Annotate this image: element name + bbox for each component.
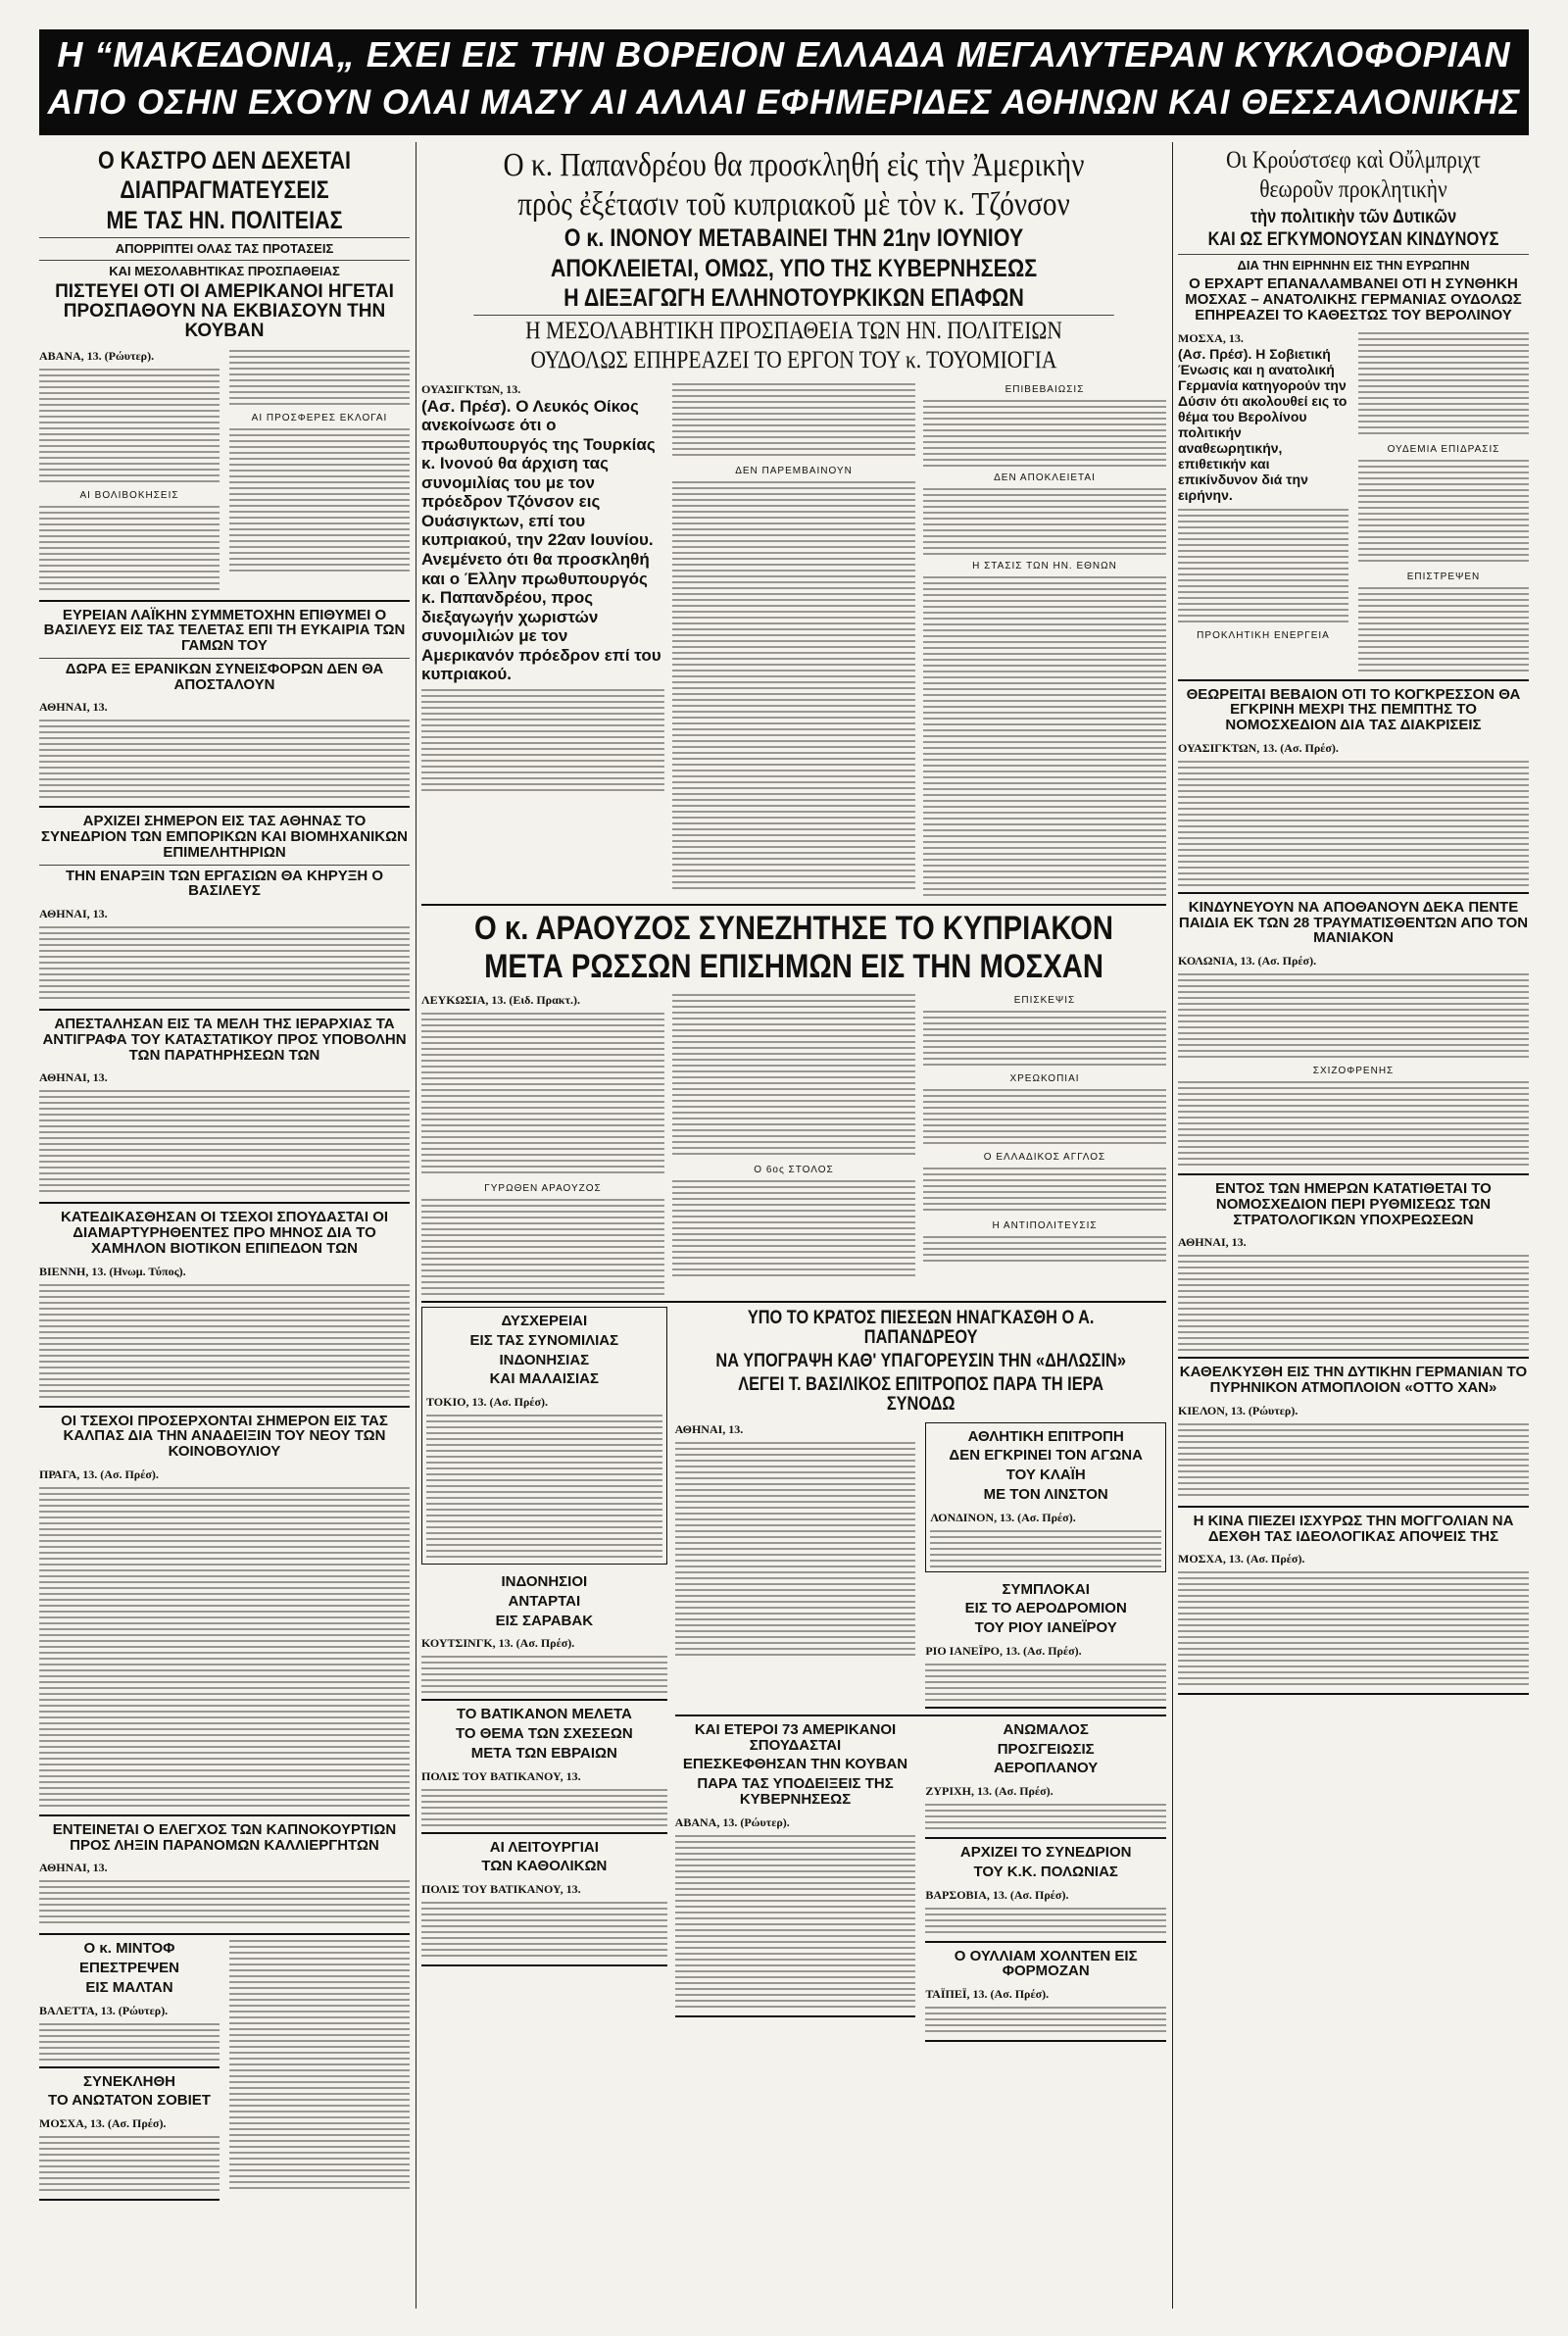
dateline: ΚΟΥΤΣΙΝΓΚ, 13. (Ασ. Πρέσ). bbox=[421, 1636, 575, 1651]
headline: ΕΙΣ ΜΑΛΤΑΝ bbox=[85, 1978, 173, 1996]
headline: ΕΙΣ ΤΑΣ ΣΥΝΟΜΙΛΙΑΣ bbox=[469, 1331, 619, 1349]
headline: ΤΟ ΑΝΩΤΑΤΟΝ ΣΟΒΙΕΤ bbox=[48, 2092, 211, 2110]
body-text bbox=[672, 479, 915, 891]
section-label: ΑΙ ΠΡΟΣΦΕΡΕΣ ΕΚΛΟΓΑΙ bbox=[251, 412, 388, 423]
dateline: ΛΟΝΔΙΝΟΝ, 13. (Ασ. Πρέσ). bbox=[930, 1510, 1076, 1524]
body-text bbox=[1358, 585, 1529, 673]
left-column bbox=[39, 142, 410, 2201]
headline: ΤΟΥ ΡΙΟΥ ΙΑΝΕΪΡΟΥ bbox=[974, 1619, 1117, 1637]
body-text bbox=[39, 1878, 410, 1927]
headline: ΑΡΧΙΖΕΙ ΣΗΜΕΡΟΝ ΕΙΣ ΤΑΣ ΑΘΗΝΑΣ ΤΟ ΣΥΝΕΔΡΙΟΝ ΤΩΝ ΕΜΠΟΡΙΚΩΝ ΚΑΙ ΒΙΟΜΗΧΑΝΙΚΩΝ ΕΠΙΜΕΛΗΤΗΡΙΩΝ bbox=[41, 813, 408, 861]
headline: ΚΑΙ ΜΑΛΑΙΣΙΑΣ bbox=[489, 1370, 599, 1388]
headline: ΕΙΣ ΣΑΡΑΒΑΚ bbox=[495, 1612, 594, 1629]
dateline: ΠΟΛΙΣ ΤΟΥ ΒΑΤΙΚΑΝΟΥ, 13. bbox=[421, 1768, 581, 1783]
article-military-service bbox=[1178, 1175, 1529, 1359]
subheadline: ΔΙΑ ΤΗΝ ΕΙΡΗΝΗΝ ΕΙΣ ΤΗΝ ΕΥΡΩΠΗΝ bbox=[1178, 254, 1529, 273]
banner-line-1: Η “ΜΑΚΕΔΟΝΙΑ„ ΕΧΕΙ ΕΙΣ ΤΗΝ ΒΟΡΕΙΟΝ ΕΛΛΑΔΑ ΜΕΓΑΛΥΤΕΡΑΝ ΚΥΚΛΟΦΟΡΙΑΝ bbox=[57, 34, 1511, 75]
masthead-banner bbox=[39, 29, 1529, 135]
section-label: ΓΥΡΩΘΕΝ ΑΡΑΟΥΖΟΣ bbox=[484, 1183, 602, 1194]
dateline: ΜΟΣΧΑ, 13. (Ασ. Πρέσ). bbox=[1178, 1552, 1305, 1566]
headline: ΠΑΡΑ ΤΑΣ ΥΠΟΔΕΙΞΕΙΣ ΤΗΣ ΚΥΒΕΡΝΗΣΕΩΣ bbox=[697, 1775, 894, 1808]
headline: ΔΕΝ ΕΓΚΡΙΝΕΙ ΤΟΝ ΑΓΩΝΑ bbox=[949, 1447, 1143, 1465]
body-text bbox=[421, 1654, 667, 1693]
article-pressures bbox=[675, 1303, 1166, 1716]
headline: ΚΑΘΕΛΚΥΣΘΗ ΕΙΣ ΤΗΝ ΔΥΤΙΚΗΝ ΓΕΡΜΑΝΙΑΝ ΤΟ ΠΥΡΗΝΙΚΟΝ ΑΤΜΟΠΛΟΙΟΝ «ΟΤΤΟ ΧΑΝ» bbox=[1179, 1364, 1528, 1397]
section-label: ΑΙ ΒΟΛΙΒΟΚΗΣΕΙΣ bbox=[79, 489, 179, 501]
body-text bbox=[1178, 1421, 1529, 1500]
article-cuba-students bbox=[675, 1716, 916, 2017]
body-text bbox=[39, 2134, 220, 2193]
subheadline: ΚΑΙ ΜΕΣΟΛΑΒΗΤΙΚΑΣ ΠΡΟΣΠΑΘΕΙΑΣ bbox=[39, 260, 410, 278]
headline: ΛΕΓΕΙ Τ. ΒΑΣΙΛΙΚΟΣ ΕΠΙΤΡΟΠΟΣ ΠΑΡΑ ΤΗ ΙΕΡΑ ΣΥΝΟΔΩ bbox=[737, 1373, 1103, 1415]
dateline: ΜΟΣΧΑ, 13. bbox=[1178, 330, 1244, 345]
body-text bbox=[229, 426, 410, 573]
section-label: ΧΡΕΩΚΟΠΙΑΙ bbox=[1009, 1073, 1080, 1084]
headline: ΠΡΟΣΓΕΙΩΣΙΣ bbox=[997, 1740, 1095, 1758]
dateline: ΚΟΛΩΝΙΑ, 13. (Ασ. Πρέσ). bbox=[1178, 954, 1317, 969]
headline: ΥΠΟ ΤΟ ΚΡΑΤΟΣ ΠΙΕΣΕΩΝ ΗΝΑΓΚΑΣΘΗ Ο Α. ΠΑΠΑΝΔΡΕΟΥ bbox=[747, 1308, 1095, 1348]
headline: ΙΝΔΟΝΗΣΙΟΙ bbox=[501, 1573, 588, 1590]
article-czech-elections bbox=[39, 1408, 410, 1816]
article-congress bbox=[1178, 681, 1529, 894]
body-text bbox=[39, 1485, 410, 1809]
body-text bbox=[39, 924, 410, 1003]
article-tobacco bbox=[39, 1816, 410, 1936]
body-text bbox=[39, 718, 410, 800]
dateline: ΟΥΑΣΙΓΚΤΩΝ, 13. bbox=[421, 381, 521, 396]
article-poland bbox=[925, 1839, 1166, 1943]
headline: ΑΝΩΜΑΛΟΣ bbox=[1003, 1720, 1089, 1738]
headline: ΜΕ ΤΑΣ ΗΝ. ΠΟΛΙΤΕΙΑΣ bbox=[106, 206, 343, 234]
section-label: Ο ΕΛΛΑΔΙΚΟΣ ΑΓΓΛΟΣ bbox=[983, 1152, 1106, 1163]
subheadline: ΔΩΡΑ ΕΞ ΕΡΑΝΙΚΩΝ ΣΥΝΕΙΣΦΟΡΩΝ ΔΕΝ ΘΑ ΑΠΟΣΤΑΛΟΥΝ bbox=[39, 658, 410, 693]
center-column bbox=[421, 142, 1166, 2042]
headline: Η ΚΙΝΑ ΠΙΕΖΕΙ ΙΣΧΥΡΩΣ ΤΗΝ ΜΟΓΓΟΛΙΑΝ ΝΑ ΔΕΧΘΗ ΤΑΣ ΙΔΕΟΛΟΓΙΚΑΣ ΑΠΟΨΕΙΣ ΤΗΣ bbox=[1193, 1512, 1514, 1545]
main-headline: πρὸς ἐξέτασιν τοῦ κυπριακοῦ μὲ τὸν κ. Τζόνσον bbox=[517, 185, 1070, 223]
body-text bbox=[1178, 971, 1529, 1060]
dateline: ΟΥΑΣΙΓΚΤΩΝ, 13. (Ασ. Πρέσ). bbox=[1178, 740, 1339, 755]
headline: ΣΥΝΕΚΛΗΘΗ bbox=[82, 2072, 175, 2090]
deck: Ο ΕΡΧΑΡΤ ΕΠΑΝΑΛΑΜΒΑΝΕΙ ΟΤΙ Η ΣΥΝΘΗΚΗ ΜΟΣΧΑΣ – ΑΝΑΤΟΛΙΚΗΣ ΓΕΡΜΑΝΙΑΣ ΟΥΔΟΛΩΣ ΕΠΗΡΕΑΖΕΙ ΤΟ ΚΑΘΕΣΤΩΣ ΤΟΥ ΒΕΡΟΛΙΝΟΥ bbox=[1185, 275, 1522, 323]
dateline: ΠΟΛΙΣ ΤΟΥ ΒΑΤΙΚΑΝΟΥ, 13. bbox=[421, 1882, 581, 1896]
text-columns bbox=[675, 1418, 1166, 1709]
headline: τὴν πολιτικὴν τῶν Δυτικῶν bbox=[1250, 206, 1457, 227]
body-text bbox=[675, 1440, 916, 1656]
dateline: ΑΘΗΝΑΙ, 13. bbox=[39, 907, 108, 921]
headline: ΤΩΝ ΚΑΘΟΛΙΚΩΝ bbox=[481, 1858, 608, 1875]
dateline: ΑΒΑΝΑ, 13. (Ρώυτερ). bbox=[674, 1814, 790, 1829]
headline: ΑΡΧΙΖΕΙ ΤΟ ΣΥΝΕΔΡΙΟΝ bbox=[959, 1844, 1132, 1862]
headline: ΚΑΙ ΩΣ ΕΓΚΥΜΟΝΟΥΣΑΝ ΚΙΝΔΥΝΟΥΣ bbox=[1207, 229, 1499, 251]
body-text bbox=[39, 367, 220, 484]
dateline: ΒΑΛΕΤΤΑ, 13. (Ρώυτερ). bbox=[39, 2003, 169, 2017]
dateline: ΑΘΗΝΑΙ, 13. bbox=[39, 1861, 108, 1875]
body-text bbox=[229, 1938, 410, 2193]
body-text bbox=[1178, 759, 1529, 886]
article-plane bbox=[925, 1716, 1166, 1839]
article-castro bbox=[39, 142, 410, 602]
headline: ΔΥΣΧΕΡΕΙΑΙ bbox=[501, 1313, 588, 1329]
dateline: ΑΘΗΝΑΙ, 13. bbox=[39, 700, 108, 715]
body-text bbox=[1178, 507, 1348, 624]
subheadline: ΤΗΝ ΕΝΑΡΞΙΝ ΤΩΝ ΕΡΓΑΣΙΩΝ ΘΑ ΚΗΡΥΞΗ Ο ΒΑΣΙΛΕΥΣ bbox=[39, 865, 410, 900]
headline: ΔΙΑΠΡΑΓΜΑΤΕΥΣΕΙΣ bbox=[120, 176, 329, 205]
headline: ΑΝΤΑΡΤΑΙ bbox=[508, 1592, 581, 1610]
headline: ΜΕΤΑ ΤΩΝ ΕΒΡΑΙΩΝ bbox=[470, 1744, 617, 1762]
deck: Η ΔΙΕΞΑΓΩΓΗ ΕΛΛΗΝΟΤΟΥΡΚΙΚΩΝ ΕΠΑΦΩΝ bbox=[564, 283, 1024, 312]
article-maniac bbox=[1178, 894, 1529, 1175]
headline: Ο κ. ΑΡΑΟΥΖΟΣ ΣΥΝΕΖΗΤΗΣΕ ΤΟ ΚΥΠΡΙΑΚΟΝ bbox=[474, 909, 1113, 947]
section-label: ΕΠΙΣΚΕΨΙΣ bbox=[1013, 995, 1076, 1006]
dateline: ΜΟΣΧΑ, 13. (Ασ. Πρέσ). bbox=[39, 2116, 167, 2131]
body-text bbox=[1178, 1569, 1529, 1687]
body-text bbox=[421, 687, 664, 795]
text-columns bbox=[421, 989, 1166, 1295]
headline: ΤΟ ΒΑΤΙΚΑΝΟΝ ΜΕΛΕΤΑ bbox=[456, 1706, 632, 1723]
deck: ΑΠΟΚΛΕΙΕΤΑΙ, ΟΜΩΣ, ΥΠΟ ΤΗΣ ΚΥΒΕΡΝΗΣΕΩΣ bbox=[550, 254, 1038, 282]
section-label: ΔΕΝ ΠΑΡΕΜΒΑΙΝΟΥΝ bbox=[735, 465, 853, 476]
headline: ΕΠΕΣΤΡΕΨΕΝ bbox=[79, 1960, 179, 1977]
deck: Ο κ. ΙΝΟΝΟΥ ΜΕΤΑΒΑΙΝΕΙ ΤΗΝ 21ην ΙΟΥΝΙΟΥ bbox=[564, 224, 1024, 253]
headline: ΜΕ ΤΟΝ ΛΙΝΣΤΟΝ bbox=[983, 1485, 1108, 1503]
headline: ΚΙΝΔΥΝΕΥΟΥΝ ΝΑ ΑΠΟΘΑΝΟΥΝ ΔΕΚΑ ΠΕΝΤΕ ΠΑΙΔΙΑ ΕΚ ΤΩΝ 28 ΤΡΑΥΜΑΤΙΣΘΕΝΤΩΝ ΑΠΟ ΤΟΝ ΜΑΝΙΑΚΟΝ bbox=[1178, 898, 1529, 947]
body-text bbox=[925, 1662, 1166, 1701]
body-text bbox=[1358, 330, 1529, 438]
headline: ΕΙΣ ΤΟ ΑΕΡΟΔΡΟΜΙΟΝ bbox=[964, 1600, 1127, 1617]
dateline: ΤΟΚΙΟ, 13. (Ασ. Πρέσ). bbox=[426, 1395, 549, 1409]
body-text bbox=[229, 348, 410, 407]
headline: ΑΙ ΛΕΙΤΟΥΡΓΙΑΙ bbox=[489, 1838, 599, 1856]
dateline: ΡΙΟ ΙΑΝΕΪΡΟ, 13. (Ασ. Πρέσ). bbox=[925, 1643, 1082, 1658]
body-text bbox=[672, 381, 915, 460]
article-formosa bbox=[925, 1943, 1166, 2043]
headline: ΝΑ ΥΠΟΓΡΑΨΗ ΚΑΘ' ΥΠΑΓΟΡΕΥΣΙΝ ΤΗΝ «ΔΗΛΩΣΙΝ» bbox=[715, 1350, 1126, 1371]
section-label: ΔΕΝ ΑΠΟΚΛΕΙΕΤΑΙ bbox=[994, 472, 1096, 483]
dateline: ΚΙΕΛΟΝ, 13. (Ρώυτερ). bbox=[1178, 1403, 1298, 1417]
headline: ΑΠΕΣΤΑΛΗΣΑΝ ΕΙΣ ΤΑ ΜΕΛΗ ΤΗΣ ΙΕΡΑΡΧΙΑΣ ΤΑ ΑΝΤΙΓΡΑΦΑ ΤΟΥ ΚΑΤΑΣΤΑΤΙΚΟΥ ΠΡΟΣ ΥΠΟΒΟΛΗΝ ΤΩΝ ΠΑΡΑΤΗΡΗΣΕΩΝ ΤΩΝ bbox=[42, 1016, 407, 1064]
dateline: ΛΕΥΚΩΣΙΑ, 13. (Ειδ. Πρακτ.). bbox=[421, 993, 580, 1007]
dateline: ΤΑΪΠΕΪ, 13. (Ασ. Πρέσ). bbox=[925, 1987, 1050, 2002]
body-text bbox=[421, 1787, 667, 1826]
headline: θεωροῦν προκλητικὴν bbox=[1259, 176, 1447, 204]
article-rio bbox=[925, 1576, 1166, 1709]
body-text bbox=[421, 1011, 664, 1177]
deck: Η ΜΕΣΟΛΑΒΗΤΙΚΗ ΠΡΟΣΠΑΘΕΙΑ ΤΩΝ ΗΝ. ΠΟΛΙΤΕΙΩΝ bbox=[473, 315, 1114, 344]
body-text bbox=[923, 1087, 1166, 1146]
headline: ΣΥΜΠΛΟΚΑΙ bbox=[1002, 1580, 1090, 1598]
section-label: Η ΑΝΤΙΠΟΛΙΤΕΥΣΙΣ bbox=[992, 1220, 1098, 1231]
lead-paragraph: (Ασ. Πρέσ). Η Σοβιετική Ένωσις και η ανατολική Γερμανία κατηγορούν την Δύσιν ότι ακολουθεί εις το θέμα του Βερολίνου πολιτικήν αναθεωρητικήν, επιθετικήν και επικίνδυνον διά την ειρήνην. bbox=[1178, 345, 1348, 504]
article-liturgy bbox=[421, 1834, 667, 1967]
article-czech-students bbox=[39, 1204, 410, 1407]
body-text bbox=[923, 1234, 1166, 1264]
dateline: ΖΥΡΙΧΗ, 13. (Ασ. Πρέσ). bbox=[925, 1784, 1054, 1799]
body-text bbox=[672, 1178, 915, 1276]
article-vatican bbox=[421, 1701, 667, 1833]
headline: ΕΝΤΟΣ ΤΩΝ ΗΜΕΡΩΝ ΚΑΤΑΤΙΘΕΤΑΙ ΤΟ ΝΟΜΟΣΧΕΔΙΟΝ ΠΕΡΙ ΡΥΘΜΙΣΕΩΣ ΤΩΝ ΣΤΡΑΤΟΛΟΓΙΚΩΝ ΥΠΟΧΡΕΩΣΕΩΝ bbox=[1215, 1180, 1492, 1228]
headline: ΤΟΥ Κ.Κ. ΠΟΛΩΝΙΑΣ bbox=[973, 1863, 1118, 1880]
banner-line-2: ΑΠΟ ΟΣΗΝ ΕΧΟΥΝ ΟΛΑΙ ΜΑΖΥ ΑΙ ΑΛΛΑΙ ΕΦΗΜΕΡΙΔΕΣ ΑΘΗΝΩΝ ΚΑΙ ΘΕΣΣΑΛΟΝΙΚΗΣ bbox=[47, 83, 1521, 122]
headline: ΕΥΡΕΙΑΝ ΛΑΪΚΗΝ ΣΥΜΜΕΤΟΧΗΝ ΕΠΙΘΥΜΕΙ Ο ΒΑΣΙΛΕΥΣ ΕΙΣ ΤΑΣ ΤΕΛΕΤΑΣ ΕΠΙ ΤΗ ΕΥΚΑΙΡΙΑ ΤΩΝ ΓΑΜΩΝ ΤΟΥ bbox=[43, 606, 406, 655]
article-hierarchy bbox=[39, 1011, 410, 1204]
section-label: Η ΣΤΑΣΙΣ ΤΩΝ ΗΝ. ΕΘΝΩΝ bbox=[972, 560, 1117, 572]
body-text bbox=[426, 1413, 662, 1560]
section-label: ΣΧΙΖΟΦΡΕΝΗΣ bbox=[1312, 1066, 1395, 1077]
subheadline: ΑΠΟΡΡΙΠΤΕΙ ΟΛΑΣ ΤΑΣ ΠΡΟΤΑΣΕΙΣ bbox=[39, 237, 410, 256]
article-indonesia bbox=[421, 1307, 667, 1565]
article-sarawak bbox=[421, 1568, 667, 1701]
headline: ΘΕΩΡΕΙΤΑΙ ΒΕΒΑΙΟΝ ΟΤΙ ΤΟ ΚΟΓΚΡΕΣΣΟΝ ΘΑ ΕΓΚΡΙΝΗ ΜΕΧΡΙ ΤΗΣ ΠΕΜΠΤΗΣ ΤΟ ΝΟΜΟΣΧΕΔΙΟΝ ΔΙΑ ΤΑΣ ΔΙΑΚΡΙΣΕΙΣ bbox=[1186, 685, 1521, 734]
headline: ΟΙ ΤΣΕΧΟΙ ΠΡΟΣΕΡΧΟΝΤΑΙ ΣΗΜΕΡΟΝ ΕΙΣ ΤΑΣ ΚΑΛΠΑΣ ΔΙΑ ΤΗΝ ΑΝΑΔΕΙΞΙΝ ΤΟΥ ΝΕΟΥ ΤΩΝ ΚΟΙΝΟΒΟΥΛΙΟΥ bbox=[61, 1412, 388, 1461]
headline: ΑΕΡΟΠΛΑΝΟΥ bbox=[994, 1760, 1099, 1777]
body-text bbox=[421, 1900, 667, 1959]
headline: ΜΕΤΑ ΡΩΣΣΩΝ ΕΠΙΣΗΜΩΝ ΕΙΣ ΤΗΝ ΜΟΣΧΑΝ bbox=[484, 948, 1103, 986]
body-text bbox=[923, 1009, 1166, 1068]
headline: Ο ΟΥΛΛΙΑΜ ΧΟΛΝΤΕΝ ΕΙΣ ΦΟΡΜΟΖΑΝ bbox=[954, 1947, 1138, 1980]
article-mintof bbox=[39, 1935, 220, 2067]
body-text bbox=[923, 486, 1166, 555]
article-arauzos bbox=[421, 906, 1166, 1303]
section-label: ΠΡΟΚΛΗΤΙΚΗ ΕΝΕΡΓΕΙΑ bbox=[1197, 629, 1330, 641]
dateline: ΠΡΑΓΑ, 13. (Ασ. Πρέσ). bbox=[39, 1466, 159, 1481]
article-royal-wedding bbox=[39, 602, 410, 809]
body-text bbox=[39, 504, 220, 594]
headline: ΕΝΤΕΙΝΕΤΑΙ Ο ΕΛΕΓΧΟΣ ΤΩΝ ΚΑΠΝΟΚΟΥΡΤΙΩΝ ΠΡΟΣ ΛΗΞΙΝ ΠΑΡΑΝΟΜΩΝ ΚΑΛΛΙΕΡΓΗΤΩΝ bbox=[52, 1820, 397, 1854]
section-label: ΕΠΙΣΤΡΕΨΕΝ bbox=[1406, 571, 1481, 582]
headline: ΑΘΛΗΤΙΚΗ ΕΠΙΤΡΟΠΗ bbox=[967, 1427, 1124, 1445]
main-headline: Ο κ. Παπανδρέου θα προσκληθή εἰς τὴν Ἀμερικὴν bbox=[503, 147, 1085, 183]
section-label: ΟΥΔΕΜΙΑ ΕΠΙΔΡΑΣΙΣ bbox=[1387, 443, 1500, 455]
body-text bbox=[675, 1833, 916, 2010]
body-text bbox=[930, 1528, 1161, 1567]
article-supreme-soviet bbox=[39, 2068, 220, 2202]
body-text bbox=[923, 398, 1166, 467]
section-label: Ο 6ος ΣΤΟΛΟΣ bbox=[754, 1165, 834, 1175]
article-chambers bbox=[39, 808, 410, 1011]
headline: Οι Κρούστσεφ καὶ Οὔλμπριχτ bbox=[1226, 147, 1481, 174]
text-columns bbox=[1178, 327, 1529, 673]
article-otto-hahn bbox=[1178, 1359, 1529, 1508]
headline: Ο κ. ΜΙΝΤΟΦ bbox=[83, 1940, 175, 1958]
dateline: ΑΘΗΝΑΙ, 13. bbox=[674, 1421, 744, 1436]
body-text bbox=[925, 2005, 1166, 2034]
body-text bbox=[39, 2021, 220, 2061]
headline: ΤΟΥ ΚΛΑΪΗ bbox=[1005, 1466, 1086, 1484]
headline: ΚΑΙ ΕΤΕΡΟΙ 73 ΑΜΕΡΙΚΑΝΟΙ ΣΠΟΥΔΑΣΤΑΙ bbox=[694, 1720, 897, 1754]
dateline: ΒΙΕΝΝΗ, 13. (Ηνωμ. Τύπος). bbox=[39, 1264, 186, 1278]
body-text bbox=[672, 992, 915, 1159]
deck: ΠΙΣΤΕΥΕΙ ΟΤΙ ΟΙ ΑΜΕΡΙΚΑΝΟΙ ΗΓΕΤΑΙ ΠΡΟΣΠΑΘΟΥΝ ΝΑ ΕΚΒΙΑΣΟΥΝ ΤΗΝ ΚΟΥΒΑΝ bbox=[55, 280, 394, 341]
headline: ΚΑΤΕΔΙΚΑΣΘΗΣΑΝ ΟΙ ΤΣΕΧΟΙ ΣΠΟΥΔΑΣΤΑΙ ΟΙ ΔΙΑΜΑΡΤΥΡΗΘΕΝΤΕΣ ΠΡΟ ΜΗΝΟΣ ΔΙΑ ΤΟ ΧΑΜΗΛΟΝ ΒΙΟΤΙΚΟΝ ΕΠΙΠΕΔΟΝ ΤΩΝ bbox=[60, 1209, 389, 1257]
article-papandreou bbox=[421, 142, 1166, 906]
article-khrushchev bbox=[1178, 142, 1529, 681]
body-text bbox=[39, 1088, 410, 1196]
dateline: ΑΘΗΝΑΙ, 13. bbox=[1178, 1235, 1247, 1250]
dateline: ΒΑΡΣΟΒΙΑ, 13. (Ασ. Πρέσ). bbox=[925, 1887, 1069, 1902]
column-rule bbox=[1172, 142, 1173, 2309]
body-text bbox=[1358, 458, 1529, 566]
article-athletic bbox=[925, 1422, 1166, 1572]
body-text bbox=[1178, 1253, 1529, 1351]
lead-paragraph: (Ασ. Πρέσ). Ο Λευκός Οίκος ανεκοίνωσε ότι ο πρωθυπουργός της Τουρκίας κ. Ινονού θα άρχιση τας συνομιλίας του με τον πρόεδρον Τζόνσον εις Ουάσιγκτων, επί του κυπριακού, την 22αν Ιουνίου. Ανεμένετο ότι θα προσκληθή και ο Έλλην πρωθυπουργός κ. Παπανδρέου, προς διεξαγωγήν χωριστών συνομιλιών με τον Αμερικανόν πρόεδρον επί του κυπριακού. bbox=[421, 396, 662, 684]
dateline: ΑΘΗΝΑΙ, 13. bbox=[39, 1070, 108, 1085]
body-text bbox=[925, 1802, 1166, 1831]
headline: ΕΠΕΣΚΕΦΘΗΣΑΝ ΤΗΝ ΚΟΥΒΑΝ bbox=[682, 1756, 908, 1773]
body-text bbox=[923, 574, 1166, 898]
body-text bbox=[39, 1282, 410, 1400]
lower-subgrid bbox=[675, 1716, 1166, 2042]
text-columns bbox=[39, 345, 410, 594]
short-items bbox=[39, 1935, 410, 2201]
text-columns bbox=[421, 378, 1166, 898]
body-text bbox=[923, 1166, 1166, 1215]
headline: Ο ΚΑΣΤΡΟ ΔΕΝ ΔΕΧΕΤΑΙ bbox=[97, 147, 352, 174]
body-text bbox=[925, 1906, 1166, 1935]
headline: ΙΝΔΟΝΗΣΙΑΣ bbox=[499, 1351, 590, 1368]
body-text bbox=[421, 1197, 664, 1295]
right-column bbox=[1178, 142, 1529, 1695]
section-label: ΕΠΙΒΕΒΑΙΩΣΙΣ bbox=[1004, 383, 1085, 395]
deck: ΟΥΔΟΛΩΣ ΕΠΗΡΕΑΖΕΙ ΤΟ ΕΡΓΟΝ ΤΟΥ κ. ΤΟΥΟΜΙΟΓΙΑ bbox=[530, 347, 1057, 374]
dateline: ΑΒΑΝΑ, 13. (Ρώυτερ). bbox=[39, 348, 155, 363]
lower-center-grid bbox=[421, 1303, 1166, 2042]
body-text bbox=[1178, 1079, 1529, 1168]
article-mongolia bbox=[1178, 1508, 1529, 1696]
headline: ΤΟ ΘΕΜΑ ΤΩΝ ΣΧΕΣΕΩΝ bbox=[455, 1725, 633, 1742]
